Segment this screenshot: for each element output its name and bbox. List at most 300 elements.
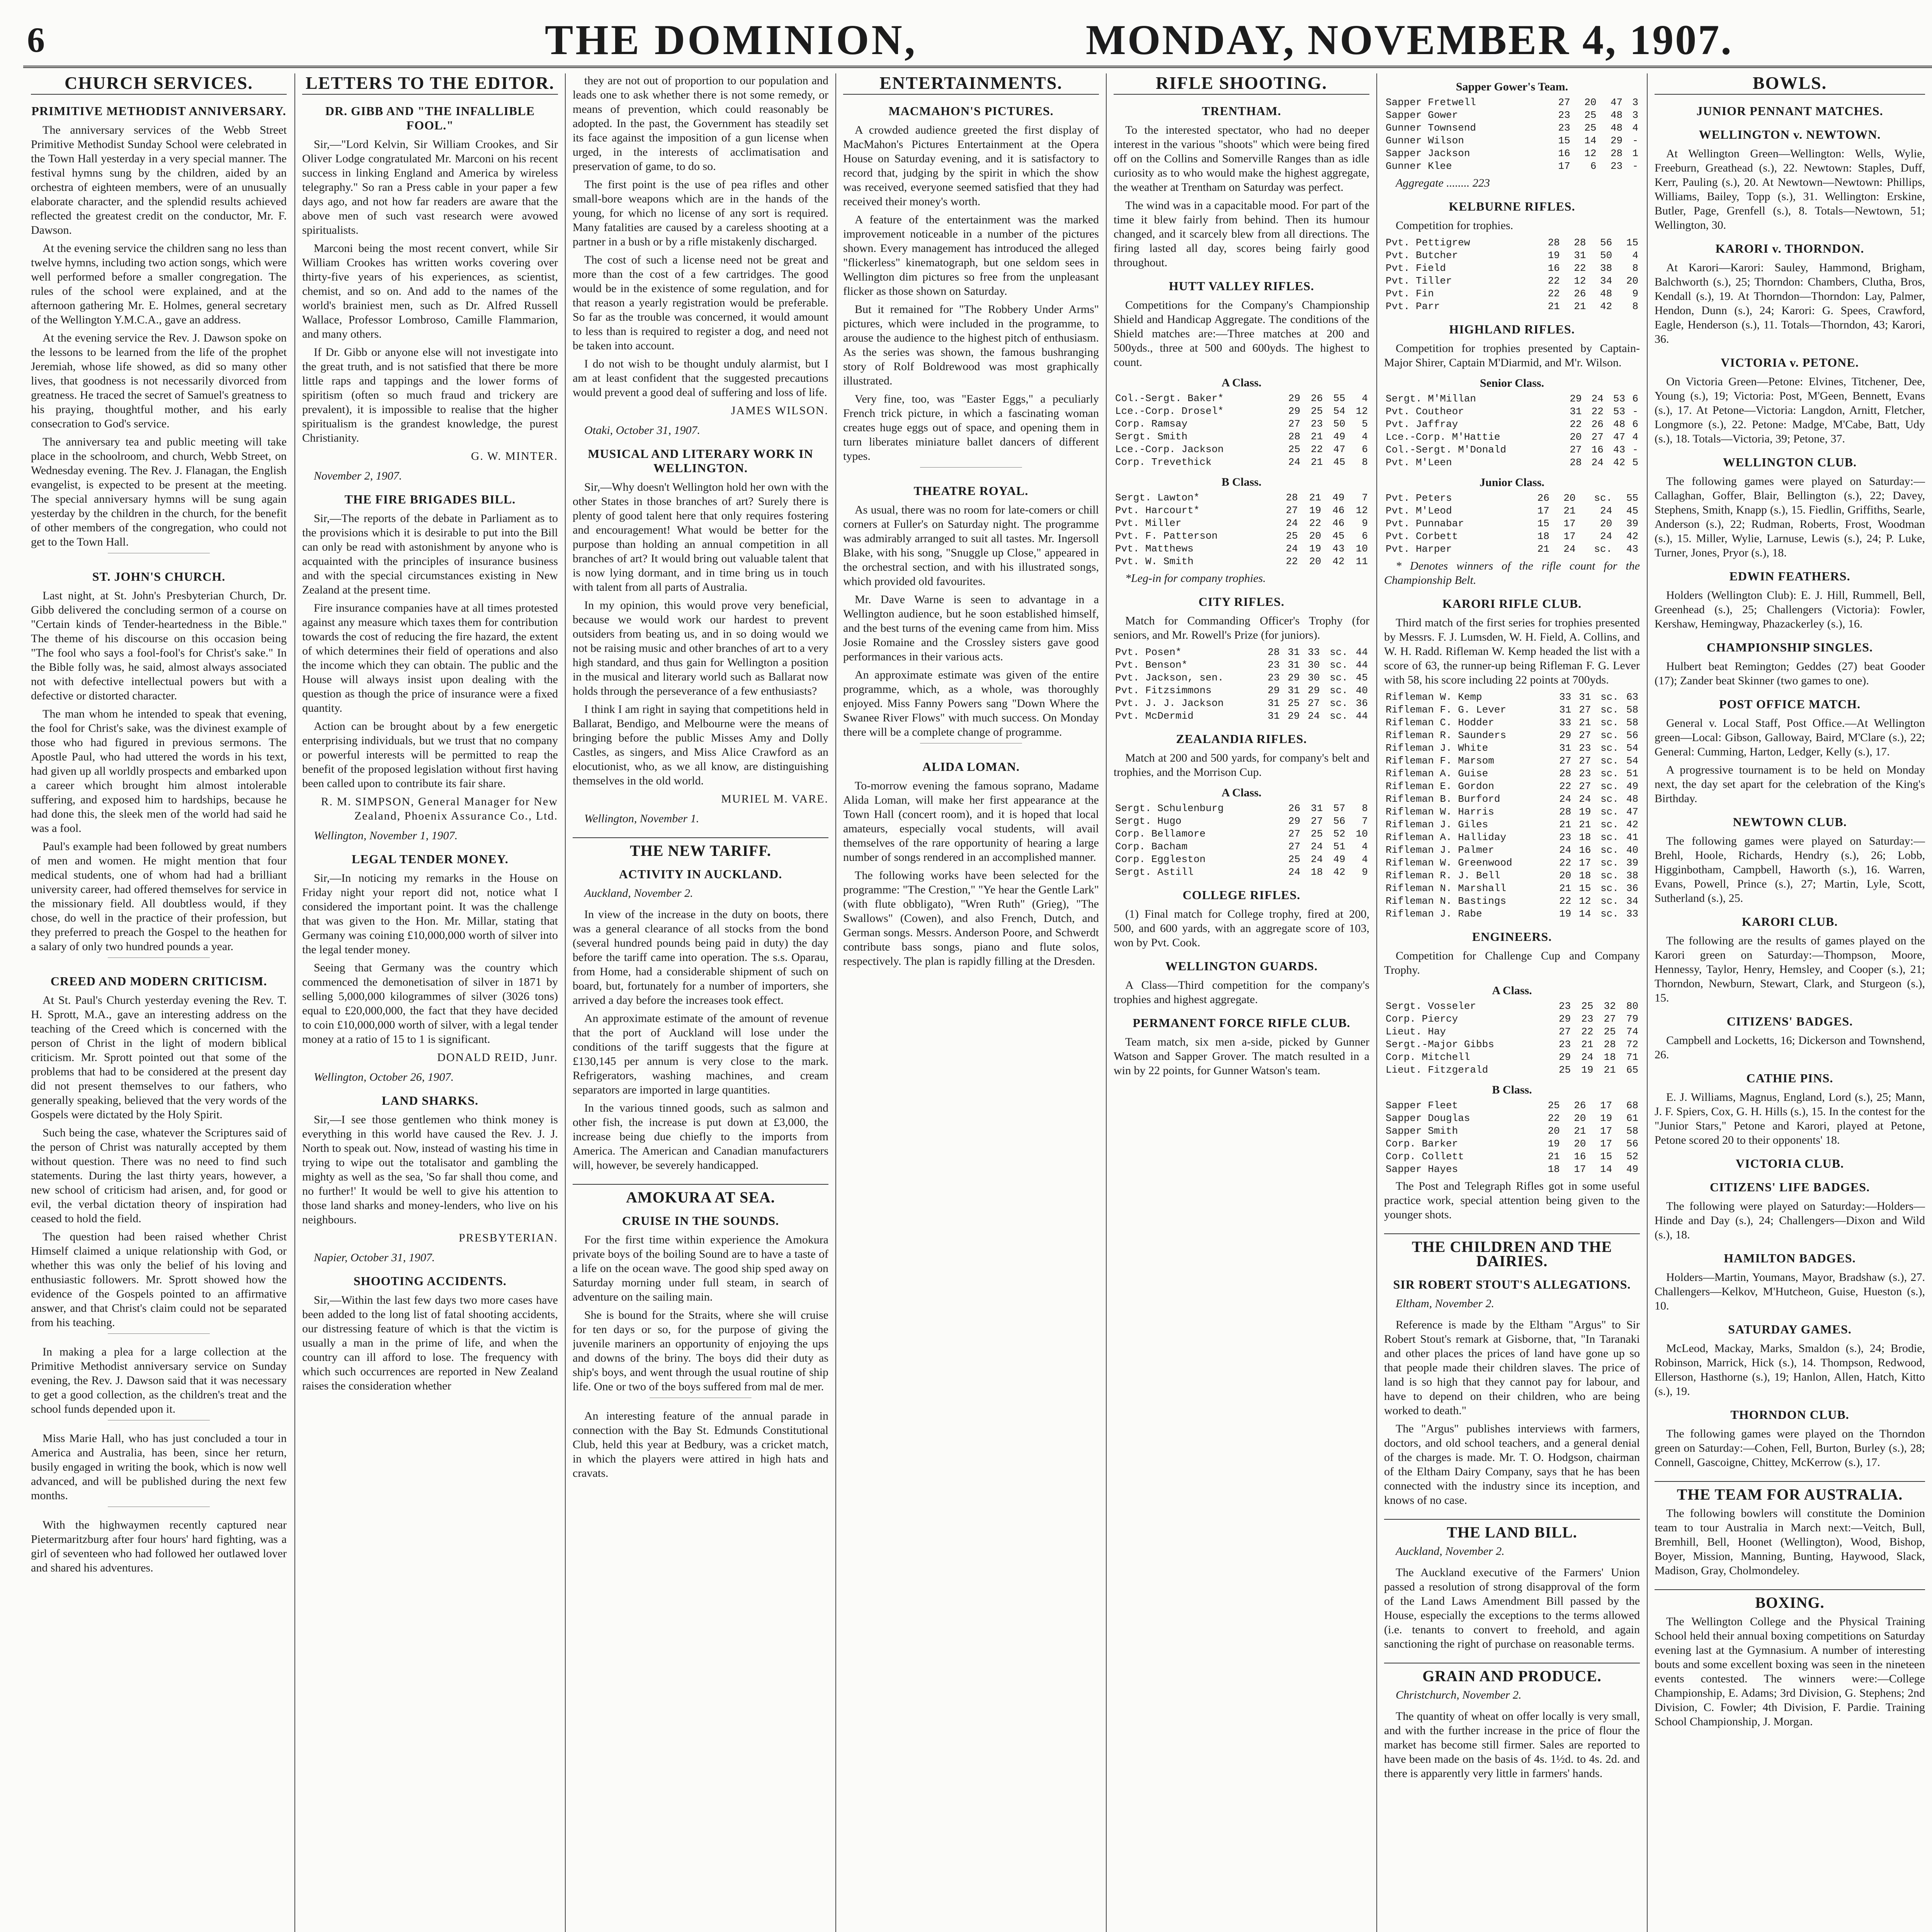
article-paragraph: In making a plea for a large collection at the Primitive Methodist anniversary service on Sunday evening, the Rev. J. Dawson said that it was necessary to get a good collection, as the children's treat and the school funds depended upon it. (31, 1345, 287, 1415)
score-cell: 24 (1581, 1051, 1594, 1063)
score-cell: 23 (1559, 1000, 1571, 1012)
table-title: A Class. (1492, 984, 1532, 997)
table-row (1384, 1026, 1640, 1038)
table-row (1384, 275, 1640, 287)
divider (650, 1398, 752, 1405)
score-cell: 19 (1309, 505, 1321, 516)
letter-date: Napier, October 31, 1907. (314, 1251, 435, 1264)
table-row (1114, 828, 1369, 840)
letter-signature: MURIEL M. VARE. (721, 793, 828, 805)
score-cell: 14 (1600, 1163, 1612, 1175)
shooter-name-cell: Pvt. Fin (1386, 288, 1434, 299)
score-cell: 47 (1333, 444, 1345, 455)
score-cell: 42 (1332, 556, 1345, 567)
column-rule (1376, 73, 1377, 1932)
score-cell: 4 (1362, 393, 1368, 404)
section-heading: LETTERS TO THE EDITOR. (302, 76, 558, 95)
letter-signature: G. W. MINTER. (471, 450, 558, 463)
score-cell: 4 (1362, 431, 1368, 442)
score-table (1384, 492, 1640, 556)
score-cell: 6 (1590, 160, 1597, 172)
article-title: ALIDA LOMAN. (922, 760, 1020, 774)
column-rule (835, 73, 836, 1932)
score-cell: 21 (1311, 456, 1323, 468)
score-cell: 23 (1559, 832, 1571, 843)
score-cell: sc. (1330, 672, 1348, 684)
score-cell: 23 (1579, 742, 1591, 754)
table-row (1384, 895, 1640, 908)
table-row (1384, 869, 1640, 882)
letter-paragraph: In my opinion, this would prove very beneficial, because we would work our hardest to prevent outsiders from beating us, and in so doing would we not be raising music and other branches of art to a very high standard, and thus gain for Wellington a position in the musical and literary world such as Ballarat now holds through the perseverance of a few enthusiasts? (573, 599, 828, 697)
score-cell: 12 (1584, 148, 1597, 159)
score-cell: 9 (1362, 517, 1368, 529)
score-cell: sc. (1330, 685, 1348, 696)
article-title: CREED AND MODERN CRITICISM. (50, 974, 267, 988)
score-cell: 19 (1548, 1138, 1560, 1150)
article-paragraph: To the interested spectator, who had no deeper interest in the various "shoots" which were being fired off on the Collins and Somerville Ranges than as idle curiosity as to who would make the highest aggregate, the weather at Trentham on Saturday was perfect. (1114, 124, 1369, 194)
score-cell: 28 (1559, 806, 1571, 818)
score-cell: 21 (1309, 492, 1321, 503)
score-cell: 21 (1563, 505, 1576, 517)
divider (108, 1333, 210, 1341)
shooter-name-cell: Pvt. Harper (1386, 543, 1452, 555)
article-paragraph: A feature of the entertainment was the marked improvement noticeable in a number of the pictures shown. Every management has introduced the alleged "flickerless" kinematograph, but one seldom sees in Wellington dim pictures so free from the unpleasant flicker as those shown on Saturday. (843, 213, 1099, 298)
newspaper-title: THE DOMINION, (545, 16, 918, 63)
article-paragraph: Mr. Dave Warne is seen to advantage in a Wellington audience, but he soon established himself, and the best turns of the evening came from him. Miss Josie Romaine and the Crossley sisters gave good performances in their various acts. (843, 593, 1099, 663)
shooter-name-cell: Pvt. W. Smith (1115, 556, 1194, 567)
column-bowls (1655, 73, 1925, 1932)
score-cell: 26 (1591, 418, 1604, 430)
shooter-name-cell: Lce.-Corp. M'Hattie (1386, 431, 1500, 443)
article-paragraph: Match for Commanding Officer's Trophy (for seniors, and Mr. Rowell's Prize (for juniors). (1114, 614, 1369, 641)
score-table (1384, 96, 1640, 173)
shooter-name-cell: Pvt. F. Patterson (1115, 530, 1218, 542)
score-cell: 17 (1579, 857, 1591, 869)
score-cell: 17 (1563, 531, 1576, 542)
article-title: HUTT VALLEY RIFLES. (1168, 279, 1315, 293)
shooter-name-cell: Rifleman A. Guise (1386, 768, 1488, 779)
table-row (1384, 1099, 1640, 1112)
score-cell: 15 (1558, 135, 1570, 146)
score-cell: 27 (1288, 418, 1301, 430)
article-paragraph: Such being the case, whatever the Scriptures said of the person of Christ was naturally accepted by them without question. There was no need to find such statements. During the last thirty years, however, a new school of criticism had arisen, and, for good or evil, the verbal dictation theory of inspiration had ceased to hold the field. (31, 1126, 287, 1225)
score-cell: 22 (1548, 1112, 1560, 1124)
article-paragraph: Team match, six men a-side, picked by Gunner Watson and Sapper Grover. The match resulted in a win by 22 points, for Gunner Watson's team. (1114, 1036, 1369, 1077)
article-paragraph: Holders—Martin, Youmans, Mayor, Bradshaw (s.), 27. Challengers—Kelkov, M'Hutcheon, Guise, Hueston (s.), 10. (1655, 1271, 1925, 1312)
article-subtitle: VICTORIA v. PETONE. (1721, 355, 1859, 369)
score-cell: 56 (1600, 237, 1612, 248)
score-cell: 22 (1559, 895, 1571, 907)
score-cell: 27 (1579, 755, 1591, 767)
score-cell: sc. (1600, 895, 1619, 907)
score-cell: 26 (1574, 1100, 1586, 1111)
score-cell: 4 (1362, 854, 1368, 865)
article-paragraph: At the evening service the children sang no less than twelve hymns, including two action songs, which were well performed before a smaller congregation. The rules of the school were explained, and at the afternoon gathering Mr. E. Holmes, general secretary of the Wellington Y.M.C.A., gave an address. (31, 242, 287, 326)
score-cell: 17 (1563, 518, 1576, 529)
table-row (1114, 504, 1369, 517)
score-cell: 27 (1579, 704, 1591, 716)
score-cell: 33 (1559, 691, 1571, 703)
score-cell: 24 (1288, 866, 1301, 878)
section-heading: BOWLS. (1655, 76, 1925, 95)
article-paragraph: The question had been raised whether Christ Himself claimed a unique relationship with God, or whether this was only the belief of his loving and enthusiastic followers. Mr. Sprott showed how the evidence of the Gospels pointed to an affirmative answer, and that Christ's claim could not be separated from his teaching. (31, 1230, 287, 1329)
score-cell: 17 (1600, 1100, 1612, 1111)
letter-paragraph: Marconi being the most recent convert, while Sir William Crookes has written works covering over thirty-five years of his experiences, as scientist, chemist, and so on. And add to the names of the world's brainiest men, such as Dr. Alfred Russell Wallace, Professor Lombroso, Camille Flammarion, and many others. (302, 242, 558, 340)
table-row (1384, 236, 1640, 249)
shooter-name-cell: Corp. Mitchell (1386, 1051, 1470, 1063)
table-row (1384, 96, 1640, 109)
score-cell: 28 (1286, 492, 1298, 503)
score-cell: 23 (1559, 1039, 1571, 1050)
score-cell: 42 (1600, 301, 1612, 312)
table-row (1384, 844, 1640, 857)
table-row (1114, 684, 1369, 697)
shooter-name-cell: Sapper Hayes (1386, 1163, 1458, 1175)
score-cell: 25 (1287, 697, 1300, 709)
score-cell: 47 (1626, 806, 1638, 818)
table-row (1384, 1051, 1640, 1064)
score-cell: sc. (1600, 691, 1619, 703)
score-cell: 27 (1579, 781, 1591, 792)
score-cell: 20 (1548, 1125, 1560, 1137)
article-title: ENGINEERS. (1472, 930, 1552, 944)
table-row (1384, 742, 1640, 755)
score-cell: 45 (1626, 505, 1638, 517)
score-cell: 16 (1574, 1151, 1586, 1162)
table-row (1384, 806, 1640, 818)
table-row (1384, 767, 1640, 780)
score-cell: 21 (1581, 1039, 1594, 1050)
score-cell: 29 (1559, 1051, 1571, 1063)
shooter-name-cell: Corp. Collett (1386, 1151, 1464, 1162)
score-cell: 48 (1613, 418, 1626, 430)
score-cell: 15 (1537, 518, 1549, 529)
table-row (1114, 530, 1369, 543)
score-cell: 23 (1610, 160, 1623, 172)
score-cell: sc. (1600, 883, 1619, 894)
shooter-name-cell: Pvt. Parr (1386, 301, 1440, 312)
article-title: ZEALANDIA RIFLES. (1176, 732, 1307, 746)
table-row (1384, 405, 1640, 418)
score-cell: 20 (1309, 530, 1321, 542)
score-cell: 15 (1579, 883, 1591, 894)
score-cell: 38 (1626, 870, 1638, 881)
table-row (1384, 262, 1640, 275)
score-cell: sc. (1600, 717, 1619, 728)
table-row (1384, 147, 1640, 160)
shooter-name-cell: Pvt. Pettigrew (1386, 237, 1470, 248)
column-rule (294, 73, 295, 1932)
article-paragraph: General v. Local Staff, Post Office.—At Wellington green—Local: Gibson, Galloway, Baird, M'Clare (s.), 22; General: Cumming, Harton, Ledger, Kelly (s.), 17. (1655, 717, 1925, 758)
score-table (1384, 1099, 1640, 1176)
article-title: CITIZENS' BADGES. (1726, 1014, 1853, 1028)
letter-paragraph: Sir,—"Lord Kelvin, Sir William Crookes, and Sir Oliver Lodge congratulated Mr. Marconi on his recent success in linking England and America by wireless telegraphy." So ran a Press cable in your paper a few days ago, and not how far readers are aware that the above men of such vast research were avowed spiritualists. (302, 138, 558, 236)
table-note: * Denotes winners of the rifle count for the Championship Belt. (1384, 560, 1640, 587)
shooter-name-cell: Gunner Townsend (1386, 122, 1476, 134)
score-cell: 9 (1632, 288, 1638, 299)
table-row (1384, 831, 1640, 844)
article-paragraph: Competition for Challenge Cup and Company Trophy. (1384, 949, 1640, 976)
score-cell: 44 (1355, 646, 1368, 658)
shooter-name-cell: Corp. Ramsay (1115, 418, 1188, 430)
article-paragraph: Miss Marie Hall, who has just concluded a tour in America and Australia, has been, since her return, busily engaged in writing the book, which is now well advanced, and will be published during the next few months. (31, 1432, 287, 1502)
shooter-name-cell: Gunner Klee (1386, 160, 1452, 172)
letter-signature: PRESBYTERIAN. (459, 1231, 558, 1244)
score-cell: 28 (1574, 237, 1586, 248)
score-cell: 12 (1355, 405, 1368, 417)
article-paragraph: A crowded audience greeted the first display of MacMahon's Pictures Entertainment at the Opera House on Saturday evening, and it is satisfactory to record that, judging by the spirit in which the show was received, everyone seemed satisfied that they had received their money's worth. (843, 124, 1099, 208)
table-row (1384, 691, 1640, 704)
score-cell: 47 (1610, 97, 1623, 108)
table-row (1114, 430, 1369, 443)
article-paragraph: Very fine, too, was "Easter Eggs," a peculiarly French trick picture, in which a fascinating woman creates huge eggs out of space, and opening them in turn liberates miniature ballet dancers of different types. (843, 393, 1099, 463)
score-cell: 4 (1632, 431, 1638, 443)
article-paragraph: A Class—Third competition for the company's trophies and highest aggregate. (1114, 979, 1369, 1006)
score-cell: 6 (1632, 418, 1638, 430)
letter-paragraph: If Dr. Gibb or anyone else will not investigate into the great truth, and is not satisfied that there be more little raps and tappings and the lower forms of spiritism (often so much fraud and trickery are prevalent), it is impossible to realise that the higher spiritualism is the grandest knowledge, the purest Christianity. (302, 346, 558, 444)
table-row (1384, 160, 1640, 173)
article-title: HAMILTON BADGES. (1724, 1251, 1856, 1265)
score-cell: 15 (1600, 1151, 1612, 1162)
score-cell: 29 (1570, 393, 1582, 405)
score-cell: 21 (1579, 819, 1591, 830)
article-paragraph: In view of the increase in the duty on boots, there was a general clearance of all stocks from the bond (several hundred pounds being paid in duty) the day before the tariff came into operation. The s.s. Oparau, from Home, had a considerable shipment of such on board, but, fortunately for a number of importers, she arrived a day before the increases took effect. (573, 908, 828, 1007)
table-row (1114, 672, 1369, 684)
table-row (1384, 134, 1640, 147)
table-row (1384, 704, 1640, 716)
score-cell: 48 (1626, 793, 1638, 805)
article-dateline: Auckland, November 2. (1396, 1545, 1505, 1558)
article-title: MACMAHON'S PICTURES. (888, 104, 1054, 118)
letter-paragraph: Seeing that Germany was the country which commenced the demonetisation of silver in 1871 by selling 5,000,000 kilogrammes of silver (3026 tons) equal to £20,000,000, the fact that they have decided to coin £10,000,000 worth of silver, with a legal tender money at a ratio of 15 to 1 is significant. (302, 961, 558, 1046)
score-cell: 50 (1333, 418, 1345, 430)
letter-paragraph: I think I am right in saying that competitions held in Ballarat, Bendigo, and Melbourne were the means of bringing before the public Misses Amy and Dolly Castles, as singers, and Miss Alice Crawford as an elocutionist, who, as we all know, are distinguishing themselves in the old world. (573, 703, 828, 787)
score-cell: 29 (1287, 672, 1300, 684)
article-paragraph: Paul's example had been followed by great numbers of men and women. He might mention that four medical students, one of whom had had a brilliant university career, had offered themselves for service in the missionary field. All doubtless would, if they chose, do well in the practice of their profession, but they preferred to preach the Gospel to the heathen for a salary of only two hundred pounds a year. (31, 840, 287, 953)
score-cell: 39 (1626, 857, 1638, 869)
article-paragraph: But it remained for "The Robbery Under Arms" pictures, which were included in the programme, to arouse the audience to the highest pitch of enthusiasm. As the series was shown, the famous bushranging story of Rolf Boldrewood was most graphically illustrated. (843, 303, 1099, 387)
article-title: THE CHILDREN AND THE DAIRIES. (1384, 1233, 1640, 1268)
shooter-name-cell: Rifleman N. Marshall (1386, 883, 1507, 894)
score-cell: 17 (1558, 160, 1570, 172)
score-cell: 26 (1311, 393, 1323, 404)
table-row (1114, 405, 1369, 418)
article-title: GRAIN AND PRODUCE. (1384, 1663, 1640, 1683)
letter-date: November 2, 1907. (314, 469, 402, 482)
table-row (1384, 517, 1640, 530)
score-cell: 28 (1610, 148, 1623, 159)
divider (920, 467, 1022, 474)
article-paragraph: A progressive tournament is to be held on Monday next, the day set apart for the celebration of the King's Birthday. (1655, 764, 1925, 805)
table-row (1384, 122, 1640, 134)
table-title: A Class. (1221, 376, 1262, 389)
article-title: HIGHLAND RIFLES. (1449, 322, 1575, 336)
article-subtitle: SIR ROBERT STOUT'S ALLEGATIONS. (1393, 1277, 1631, 1291)
shooter-name-cell: Sapper Douglas (1386, 1112, 1470, 1124)
article-paragraph: At St. Paul's Church yesterday evening the Rev. T. H. Sprott, M.A., gave an interesting address on the teaching of the Creed which is concerned with the person of Christ in the light of modern biblical criticism. Mr. Sprott pointed out that some of the problems that had to be considered at the present day did not present themselves to our fathers, who generally speaking, believed that the very words of the Gospels were dictated by the Holy Spirit. (31, 994, 287, 1121)
letter-paragraph: Sir,—Within the last few days two more cases have been added to the long list of fatal shooting accidents, our distressing feature of which is that the victim is usually a man in the prime of life, and when the country can ill afford to lose. The frequency with which such occurrences are reported in New Zealand raises the consideration whether (302, 1294, 558, 1392)
score-cell: 51 (1626, 768, 1638, 779)
score-cell: 20 (1574, 1138, 1586, 1150)
score-cell: 31 (1579, 691, 1591, 703)
table-row (1384, 431, 1640, 444)
score-cell: 17 (1574, 1163, 1586, 1175)
score-cell: 9 (1362, 866, 1368, 878)
article-paragraph: (1) Final match for College trophy, fired at 200, 500, and 600 yards, with an aggregate score of 103, won by Pvt. Cook. (1114, 908, 1369, 949)
table-row (1114, 646, 1369, 659)
article-paragraph: The man whom he intended to speak that evening, the fool for Christ's sake, was the divinest example of those who had figured in previous sermons. The Apostle Paul, who had uttered the words in his text, had given up all worldly prospects and embarked upon a career which brought him almost intolerable suffering, and exposed him to hardships, because he had done this, the sleek men of the world had said he was a fool. (31, 707, 287, 835)
score-cell: 21 (1579, 717, 1591, 728)
score-cell: 48 (1610, 109, 1623, 121)
table-row (1384, 1112, 1640, 1125)
shooter-name-cell: Lieut. Fitzgerald (1386, 1064, 1488, 1076)
score-cell: 20 (1563, 492, 1576, 504)
table-row (1384, 393, 1640, 405)
score-cell: 79 (1626, 1013, 1638, 1025)
article-paragraph: The "Argus" publishes interviews with farmers, doctors, and old school teachers, and a general denial of the charges is made. Mr. T. O. Hodgson, chairman of the Eltham Dairy Company, says that he has been connected with the industry since its inception, and knows of no case. (1384, 1422, 1640, 1507)
table-row (1384, 780, 1640, 793)
shooter-name-cell: Pvt. Peters (1386, 492, 1452, 504)
score-cell: 23 (1581, 1013, 1594, 1025)
score-cell: 29 (1267, 685, 1280, 696)
score-cell: 4 (1632, 122, 1638, 134)
table-row (1114, 802, 1369, 815)
article-paragraph: The Wellington College and the Physical Training School held their annual boxing competitions on Saturday evening last at the Gymnasium. A number of interesting bouts and some excellent boxing was seen in the nineteen events contested. The winners were:—College Championship, E. Adams; 3rd Division, G. Stephens; 2nd Division, C. Fowler; 4th Division, F. Pardie. Training School Championship, J. Morgan. (1655, 1615, 1925, 1728)
shooter-name-cell: Sapper Fleet (1386, 1100, 1458, 1111)
article-title: KARORI CLUB. (1742, 915, 1838, 929)
article-title: THORNDON CLUB. (1730, 1408, 1849, 1422)
score-cell: sc. (1600, 908, 1619, 920)
score-cell: 33 (1626, 908, 1638, 920)
shooter-name-cell: Pvt. Field (1386, 262, 1446, 274)
score-cell: 22 (1574, 262, 1586, 274)
score-cell: 50 (1600, 250, 1612, 261)
score-cell: 24 (1559, 793, 1571, 805)
score-cell: 27 (1311, 815, 1323, 827)
score-cell: 31 (1267, 710, 1280, 722)
score-cell: sc. (1600, 793, 1619, 805)
article-subtitle: CRUISE IN THE SOUNDS. (622, 1214, 779, 1228)
score-cell: 48 (1600, 288, 1612, 299)
table-row (1114, 815, 1369, 828)
score-cell: 49 (1626, 1163, 1638, 1175)
score-cell: 25 (1604, 1026, 1616, 1037)
score-cell: 42 (1333, 866, 1345, 878)
score-cell: sc. (1600, 844, 1619, 856)
score-cell: 28 (1570, 457, 1582, 468)
column-church-services (31, 73, 287, 1932)
page-number: 6 (27, 20, 45, 60)
article-subtitle: KARORI v. THORNDON. (1715, 242, 1864, 255)
score-cell: 24 (1579, 793, 1591, 805)
shooter-name-cell: Pvt. Benson* (1115, 659, 1188, 671)
shooter-name-cell: Sergt.-Major Gibbs (1386, 1039, 1494, 1050)
score-cell: 30 (1308, 672, 1320, 684)
section-heading: ENTERTAINMENTS. (843, 76, 1099, 95)
shooter-name-cell: Pvt. Posen* (1115, 646, 1182, 658)
article-paragraph: The anniversary tea and public meeting will take place in the schoolroom, and church, Webb Street, on Wednesday evening. The Rev. J. Flanagan, the English evangelist, is expected to be present at the meeting. The special anniversary hymns will be sung again yesterday by the children in the church, for the benefit of other members of the congregation, who could not get to the Town Hall. (31, 435, 287, 548)
score-cell: 8 (1632, 262, 1638, 274)
masthead (23, 12, 1932, 68)
score-cell: 31 (1559, 742, 1571, 754)
article-title: THE LAND BILL. (1384, 1519, 1640, 1539)
score-cell: 58 (1626, 1125, 1638, 1137)
score-cell: 12 (1355, 505, 1368, 516)
shooter-name-cell: Rifleman F. G. Lever (1386, 704, 1507, 716)
score-cell: 27 (1559, 755, 1571, 767)
table-row (1384, 729, 1640, 742)
score-cell: 24 (1286, 543, 1298, 554)
letter-paragraph: The first point is the use of pea rifles and other small-bore weapons which are in the hands of the young, for which no license of any sort is required. Many fatalities are caused by a careless shooting at a partner in a bush or by a rifle mistakenly discharged. (573, 178, 828, 248)
table-title: Junior Class. (1480, 476, 1544, 489)
score-cell: 22 (1309, 517, 1321, 529)
shooter-name-cell: Pvt. Butcher (1386, 250, 1458, 261)
article-paragraph: In the various tinned goods, such as salmon and other fish, the increase is put down at £3,000, the increase being due chiefly to the imports from America. The American and Canadian manufacturers will, however, be severely handicapped. (573, 1102, 828, 1172)
shooter-name-cell: Rifleman E. Gordon (1386, 781, 1494, 792)
score-cell: 24 (1311, 841, 1323, 852)
article-paragraph: Reference is made by the Eltham "Argus" to Sir Robert Stout's remark at Gisborne, that, "In Taranaki and other places the prices of land have gone up so that people made their children slaves. The price of land is so high that they cannot pay for labour, and have to depend on their children, who are being worked to death." (1384, 1318, 1640, 1417)
score-cell: 28 (1288, 431, 1301, 442)
score-cell: 42 (1626, 819, 1638, 830)
score-cell: 18 (1537, 531, 1549, 542)
score-cell: 55 (1333, 393, 1345, 404)
table-row (1384, 1038, 1640, 1051)
letter-date: Wellington, November 1. (584, 812, 699, 825)
table-row (1114, 866, 1369, 879)
score-cell: 6 (1362, 444, 1368, 455)
section-heading: RIFLE SHOOTING. (1114, 76, 1369, 95)
table-row (1114, 543, 1369, 555)
shooter-name-cell: Rifleman F. Marsom (1386, 755, 1494, 767)
score-cell: 22 (1559, 857, 1571, 869)
score-cell: 8 (1362, 803, 1368, 814)
column-rifle-continued (1384, 73, 1640, 1932)
article-paragraph: Competitions for the Company's Championship Shield and Handicap Aggregate. The conditions of the Shield matches are:—Three matches at 200 and 500yds., three at 500 and 600yds. The highest to count. (1114, 299, 1369, 369)
score-cell: 18 (1604, 1051, 1616, 1063)
article-title: ST. JOHN'S CHURCH. (92, 570, 226, 583)
score-cell: 20 (1584, 97, 1597, 108)
article-paragraph: The following works have been selected for the programme: "The Crestion," "Ye hear the Gentle Lark" (with flute obbligato), "Wren Ruth" (Grieg), "The Swallows" (Cowen), and also French, Dutch, and German songs. Messrs. Anderson Poore, and Schwerdt contribute bass songs, piano and flute solos, respectively. The plan is rapidly filling at the Dresden. (843, 869, 1099, 968)
article-paragraph: Hulbert beat Remington; Geddes (27) beat Gooder (17); Zander beat Skinner (two games to one). (1655, 660, 1925, 687)
article-paragraph: The following games were played on Saturday:—Brehl, Hoole, Richards, Hendry (s.), 26; Lobb, Higginbotham, Campbell, Haworth (s.), 16. Warren, Evans, Powell, Prince (s.), 27; Martin, Lyle, Scott, Sutherland (s.), 25. (1655, 835, 1925, 905)
article-paragraph: The Post and Telegraph Rifles got in some useful practice work, special attention being given to the younger shots. (1384, 1180, 1640, 1221)
table-row (1384, 505, 1640, 517)
table-row (1384, 492, 1640, 505)
score-cell: sc. (1330, 697, 1348, 709)
score-cell: 16 (1558, 148, 1570, 159)
shooter-name-cell: Pvt. M'Leod (1386, 505, 1452, 517)
score-cell: 18 (1579, 870, 1591, 881)
score-cell: sc. (1594, 543, 1612, 555)
letter-paragraph: Sir,—Why doesn't Wellington hold her own with the other States in those branches of art? Surely there is plenty of good talent here that only requires fostering and encouragement! What would be better for the purpose than holding an annual competition in all branches of art? It would bring out valuable talent that is now lying dormant, and in time bring us in touch with talent from all parts of Australia. (573, 481, 828, 594)
score-cell: 20 (1626, 275, 1638, 287)
score-cell: 49 (1333, 431, 1345, 442)
shooter-name-cell: Pvt. Punnabar (1386, 518, 1464, 529)
shooter-name-cell: Sapper Fretwell (1386, 97, 1476, 108)
score-cell: 27 (1570, 444, 1582, 456)
table-row (1384, 1125, 1640, 1138)
score-cell: 53 (1613, 393, 1626, 405)
shooter-name-cell: Pvt. McDermid (1115, 710, 1194, 722)
shooter-name-cell: Rifleman J. Giles (1386, 819, 1488, 830)
score-cell: 46 (1332, 505, 1345, 516)
score-cell: 18 (1579, 832, 1591, 843)
divider (108, 1507, 210, 1514)
table-row (1114, 456, 1369, 469)
score-table (1114, 492, 1369, 568)
letter-paragraph: Action can be brought about by a few energetic enterprising individuals, but we trust that no company or powerful interests will be permitted to reap the benefit of the proposed legislation without first having been called upon to contribute its fair share. (302, 720, 558, 790)
score-cell: 31 (1267, 697, 1280, 709)
